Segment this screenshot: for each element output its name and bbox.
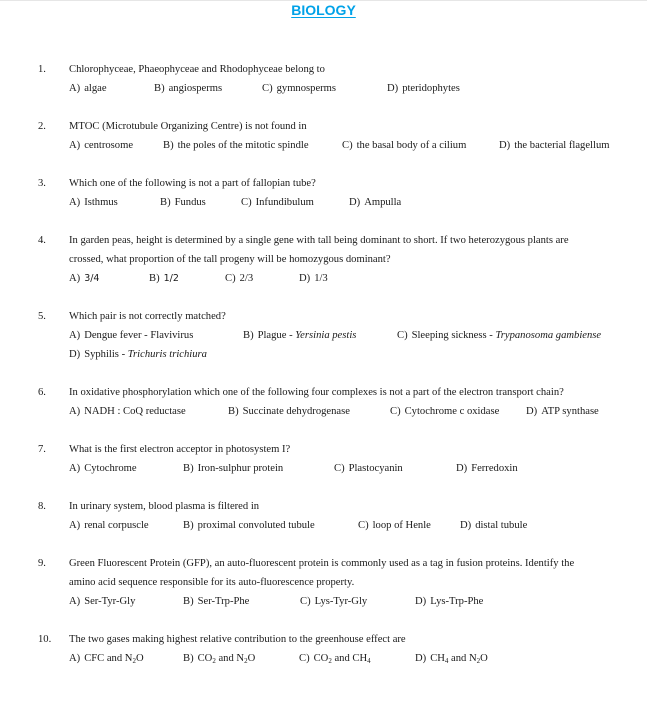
option-a[interactable]: A) Ser-Tyr-Gly [69, 596, 136, 607]
option-a[interactable]: A) Dengue fever - Flavivirus [69, 330, 194, 341]
option-b[interactable]: B) Iron-sulphur protein [183, 463, 284, 474]
question-number: 9. [38, 558, 46, 569]
option-d[interactable]: D) Syphilis - Trichuris trichiura [69, 349, 207, 360]
option-c[interactable]: C) Infundibulum [241, 197, 314, 208]
option-d[interactable]: D) Lys-Trp-Phe [415, 596, 484, 607]
option-c[interactable]: C) 2/3 [225, 273, 254, 284]
species-name: Trichuris trichiura [127, 349, 207, 360]
question-number: 6. [38, 387, 46, 398]
question-number: 2. [38, 121, 46, 132]
question-stem-line-2: amino acid sequence responsible for its auto-fluorescence property. [69, 577, 355, 588]
question-number: 3. [38, 178, 46, 189]
option-d[interactable]: D) pteridophytes [387, 83, 460, 94]
option-b[interactable]: B) angiosperms [154, 83, 223, 94]
question-stem: MTOC (Microtubule Organizing Centre) is not found in [69, 121, 307, 132]
question-stem: The two gases making highest relative contribution to the greenhouse effect are [69, 634, 406, 645]
option-a[interactable]: A) centrosome [69, 140, 134, 151]
option-a[interactable]: A) Isthmus [69, 197, 118, 208]
option-d[interactable]: D) 1/3 [299, 273, 328, 284]
question-number: 1. [38, 64, 46, 75]
question-stem: In oxidative phosphorylation which one of the following four complexes is not a part of the electron transport chain? [69, 387, 564, 398]
option-b[interactable]: B) Fundus [160, 197, 206, 208]
option-c[interactable]: C) loop of Henle [358, 520, 431, 531]
question-number: 10. [38, 634, 52, 645]
option-c[interactable]: C) gymnosperms [262, 83, 337, 94]
question-stem: Chlorophyceae, Phaeophyceae and Rhodophyceae belong to [69, 64, 325, 75]
question-stem-line-1: In garden peas, height is determined by a single gene with tall being dominant to short. If two heterozygous plants are [69, 235, 569, 246]
option-a[interactable]: A) Cytochrome [69, 463, 137, 474]
question-stem: Which pair is not correctly matched? [69, 311, 226, 322]
species-name: Yersinia pestis [295, 330, 357, 341]
top-border [0, 0, 647, 1]
option-c[interactable]: C) Sleeping sickness - Trypanosoma gambiense [397, 330, 602, 341]
question-stem: Which one of the following is not a part of fallopian tube? [69, 178, 316, 189]
option-c[interactable]: C) Plastocyanin [334, 463, 403, 474]
option-b[interactable]: B) $CO_2$ and $N_2O$ [183, 653, 256, 665]
question-number: 8. [38, 501, 46, 512]
option-d[interactable]: D) ATP synthase [526, 406, 599, 417]
question-number: 4. [38, 235, 46, 246]
option-d[interactable]: D) $CH_4$ and $N_2O$ [415, 653, 488, 665]
option-b[interactable]: B) Succinate dehydrogenase [228, 406, 350, 417]
species-name: Trypanosoma gambiense [495, 330, 602, 341]
question-stem: What is the first electron acceptor in photosystem I? [69, 444, 291, 455]
option-c[interactable]: C) the basal body of a cilium [342, 140, 467, 151]
option-b[interactable]: B) Ser-Trp-Phe [183, 596, 250, 607]
option-b[interactable]: B) Plague - Yersinia pestis [243, 330, 357, 341]
option-b[interactable]: B) proximal convoluted tubule [183, 520, 315, 531]
option-a[interactable]: A) algae [69, 83, 107, 94]
page-title: BIOLOGY [291, 2, 356, 18]
option-c[interactable]: C) Cytochrome c oxidase [390, 406, 500, 417]
question-number: 5. [38, 311, 46, 322]
option-d[interactable]: D) Ferredoxin [456, 463, 518, 474]
option-c[interactable]: C) $CO_2$ and $CH_4$ [299, 653, 371, 665]
option-d[interactable]: D) the bacterial flagellum [499, 140, 610, 151]
option-a[interactable]: A) CFC and $N_2O$ [69, 653, 144, 665]
question-number: 7. [38, 444, 46, 455]
option-a[interactable]: A) NADH : CoQ reductase [69, 406, 186, 417]
option-d[interactable]: D) Ampulla [349, 197, 402, 208]
question-stem-line-1: Green Fluorescent Protein (GFP), an auto-fluorescent protein is commonly used as a tag in fusion proteins. Identify the [69, 558, 575, 569]
option-b[interactable]: B) 1/2 [149, 273, 179, 284]
option-a[interactable]: A) renal corpuscle [69, 520, 149, 531]
option-b[interactable]: B) the poles of the mitotic spindle [163, 140, 309, 151]
option-d[interactable]: D) distal tubule [460, 520, 528, 531]
option-a[interactable]: A) 3/4 [69, 273, 100, 284]
question-stem-line-2: crossed, what proportion of the tall progeny will be homozygous dominant? [69, 254, 391, 265]
question-stem: In urinary system, blood plasma is filtered in [69, 501, 260, 512]
option-c[interactable]: C) Lys-Tyr-Gly [300, 596, 368, 607]
